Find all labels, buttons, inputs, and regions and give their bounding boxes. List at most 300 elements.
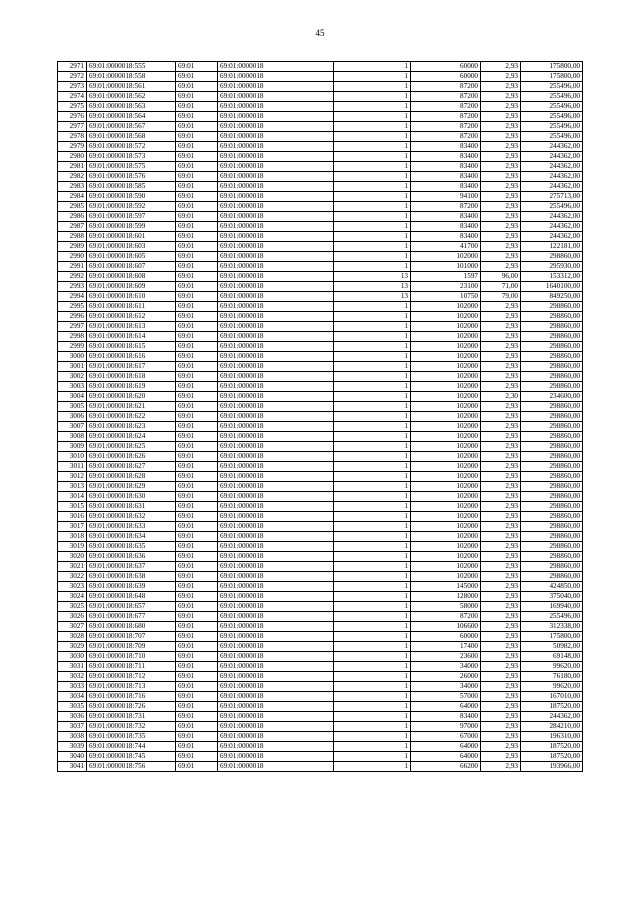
rate-cell: 2,93: [481, 762, 521, 772]
cadastral-value-cell: 298860,00: [521, 332, 583, 342]
district-code-cell: 69:01: [176, 592, 218, 602]
area-cell: 83400: [411, 162, 481, 172]
area-cell: 102000: [411, 442, 481, 452]
table-row: [58, 442, 583, 452]
quarter-code-cell: 69:01:0000018: [218, 162, 334, 172]
cadastral-value-cell: 298860,00: [521, 322, 583, 332]
quarter-code-cell: 69:01:0000018: [218, 502, 334, 512]
area-cell: 101000: [411, 262, 481, 272]
row-number-cell: 3000: [58, 352, 87, 362]
row-number-cell: 2993: [58, 282, 87, 292]
table-row: [58, 372, 583, 382]
cadastral-number-cell: 69:01:0000018:707: [87, 632, 176, 642]
quarter-code-cell: 69:01:0000018: [218, 242, 334, 252]
rate-cell: 2,93: [481, 162, 521, 172]
rate-cell: 2,93: [481, 632, 521, 642]
rate-cell: 2,93: [481, 102, 521, 112]
row-number-cell: 3006: [58, 412, 87, 422]
rate-cell: 2,93: [481, 242, 521, 252]
row-number-cell: 3035: [58, 702, 87, 712]
cadastral-value-cell: 284210,00: [521, 722, 583, 732]
count-cell: 1: [334, 712, 411, 722]
table-row: [58, 762, 583, 772]
cadastral-number-cell: 69:01:0000018:731: [87, 712, 176, 722]
area-cell: 23100: [411, 282, 481, 292]
count-cell: 1: [334, 462, 411, 472]
area-cell: 26000: [411, 672, 481, 682]
quarter-code-cell: 69:01:0000018: [218, 572, 334, 582]
quarter-code-cell: 69:01:0000018: [218, 382, 334, 392]
count-cell: 1: [334, 622, 411, 632]
quarter-code-cell: 69:01:0000018: [218, 412, 334, 422]
area-cell: 102000: [411, 572, 481, 582]
cadastral-number-cell: 69:01:0000018:726: [87, 702, 176, 712]
cadastral-value-cell: 69148,00: [521, 652, 583, 662]
table-row: [58, 582, 583, 592]
cadastral-value-cell: 298860,00: [521, 342, 583, 352]
count-cell: 1: [334, 82, 411, 92]
cadastral-value-cell: 153312,00: [521, 272, 583, 282]
table-row: [58, 592, 583, 602]
count-cell: 1: [334, 432, 411, 442]
row-number-cell: 2981: [58, 162, 87, 172]
area-cell: 83400: [411, 152, 481, 162]
count-cell: 1: [334, 122, 411, 132]
district-code-cell: 69:01: [176, 712, 218, 722]
table-row: [58, 602, 583, 612]
row-number-cell: 3034: [58, 692, 87, 702]
area-cell: 102000: [411, 432, 481, 442]
quarter-code-cell: 69:01:0000018: [218, 142, 334, 152]
row-number-cell: 3041: [58, 762, 87, 772]
cadastral-value-cell: 298860,00: [521, 472, 583, 482]
cadastral-number-cell: 69:01:0000018:621: [87, 402, 176, 412]
area-cell: 87200: [411, 612, 481, 622]
area-cell: 83400: [411, 232, 481, 242]
rate-cell: 2,93: [481, 422, 521, 432]
cadastral-number-cell: 69:01:0000018:567: [87, 122, 176, 132]
cadastral-number-cell: 69:01:0000018:612: [87, 312, 176, 322]
cadastral-value-cell: 298860,00: [521, 542, 583, 552]
quarter-code-cell: 69:01:0000018: [218, 192, 334, 202]
area-cell: 102000: [411, 342, 481, 352]
area-cell: 83400: [411, 142, 481, 152]
district-code-cell: 69:01: [176, 682, 218, 692]
district-code-cell: 69:01: [176, 302, 218, 312]
count-cell: 1: [334, 582, 411, 592]
cadastral-number-cell: 69:01:0000018:618: [87, 372, 176, 382]
row-number-cell: 2972: [58, 72, 87, 82]
table-row: [58, 302, 583, 312]
quarter-code-cell: 69:01:0000018: [218, 432, 334, 442]
cadastral-value-cell: 244362,00: [521, 162, 583, 172]
table-row: [58, 272, 583, 282]
table-row: [58, 382, 583, 392]
table-row: [58, 242, 583, 252]
area-cell: 83400: [411, 172, 481, 182]
row-number-cell: 2997: [58, 322, 87, 332]
table-row: [58, 122, 583, 132]
row-number-cell: 3031: [58, 662, 87, 672]
quarter-code-cell: 69:01:0000018: [218, 372, 334, 382]
rate-cell: 2,93: [481, 312, 521, 322]
area-cell: 83400: [411, 212, 481, 222]
district-code-cell: 69:01: [176, 512, 218, 522]
rate-cell: 2,93: [481, 72, 521, 82]
cadastral-number-cell: 69:01:0000018:617: [87, 362, 176, 372]
row-number-cell: 3022: [58, 572, 87, 582]
area-cell: 102000: [411, 332, 481, 342]
rate-cell: 2,93: [481, 252, 521, 262]
cadastral-number-cell: 69:01:0000018:627: [87, 462, 176, 472]
row-number-cell: 2975: [58, 102, 87, 112]
district-code-cell: 69:01: [176, 252, 218, 262]
quarter-code-cell: 69:01:0000018: [218, 322, 334, 332]
district-code-cell: 69:01: [176, 162, 218, 172]
cadastral-value-cell: 50982,00: [521, 642, 583, 652]
cadastral-value-cell: 255496,00: [521, 122, 583, 132]
district-code-cell: 69:01: [176, 662, 218, 672]
rate-cell: 2,93: [481, 712, 521, 722]
count-cell: 1: [334, 592, 411, 602]
row-number-cell: 3020: [58, 552, 87, 562]
table-row: [58, 712, 583, 722]
count-cell: 1: [334, 382, 411, 392]
table-row: [58, 532, 583, 542]
count-cell: 1: [334, 222, 411, 232]
row-number-cell: 3039: [58, 742, 87, 752]
district-code-cell: 69:01: [176, 112, 218, 122]
table-row: [58, 482, 583, 492]
district-code-cell: 69:01: [176, 562, 218, 572]
area-cell: 87200: [411, 202, 481, 212]
table-row: [58, 552, 583, 562]
district-code-cell: 69:01: [176, 702, 218, 712]
count-cell: 1: [334, 562, 411, 572]
table-row: [58, 292, 583, 302]
count-cell: 1: [334, 502, 411, 512]
quarter-code-cell: 69:01:0000018: [218, 292, 334, 302]
cadastral-number-cell: 69:01:0000018:712: [87, 672, 176, 682]
cadastral-number-cell: 69:01:0000018:632: [87, 512, 176, 522]
count-cell: 1: [334, 402, 411, 412]
cadastral-number-cell: 69:01:0000018:576: [87, 172, 176, 182]
district-code-cell: 69:01: [176, 222, 218, 232]
rate-cell: 2,93: [481, 532, 521, 542]
cadastral-value-cell: 298860,00: [521, 522, 583, 532]
district-code-cell: 69:01: [176, 652, 218, 662]
cadastral-number-cell: 69:01:0000018:590: [87, 192, 176, 202]
cadastral-number-cell: 69:01:0000018:623: [87, 422, 176, 432]
district-code-cell: 69:01: [176, 462, 218, 472]
count-cell: 13: [334, 272, 411, 282]
table-row: [58, 542, 583, 552]
area-cell: 102000: [411, 512, 481, 522]
rate-cell: 2,93: [481, 572, 521, 582]
quarter-code-cell: 69:01:0000018: [218, 752, 334, 762]
area-cell: 23600: [411, 652, 481, 662]
count-cell: 1: [334, 572, 411, 582]
district-code-cell: 69:01: [176, 612, 218, 622]
quarter-code-cell: 69:01:0000018: [218, 212, 334, 222]
quarter-code-cell: 69:01:0000018: [218, 642, 334, 652]
area-cell: 87200: [411, 132, 481, 142]
count-cell: 1: [334, 322, 411, 332]
area-cell: 67000: [411, 732, 481, 742]
quarter-code-cell: 69:01:0000018: [218, 172, 334, 182]
quarter-code-cell: 69:01:0000018: [218, 362, 334, 372]
quarter-code-cell: 69:01:0000018: [218, 462, 334, 472]
area-cell: 34000: [411, 662, 481, 672]
district-code-cell: 69:01: [176, 472, 218, 482]
count-cell: 1: [334, 612, 411, 622]
rate-cell: 2,93: [481, 682, 521, 692]
cadastral-value-cell: 298860,00: [521, 452, 583, 462]
area-cell: 58000: [411, 602, 481, 612]
table-row: [58, 152, 583, 162]
count-cell: 1: [334, 372, 411, 382]
cadastral-value-cell: 298860,00: [521, 482, 583, 492]
cadastral-number-cell: 69:01:0000018:562: [87, 92, 176, 102]
row-number-cell: 3015: [58, 502, 87, 512]
count-cell: 1: [334, 352, 411, 362]
cadastral-value-cell: 167010,00: [521, 692, 583, 702]
district-code-cell: 69:01: [176, 212, 218, 222]
table-row: [58, 632, 583, 642]
count-cell: 1: [334, 392, 411, 402]
quarter-code-cell: 69:01:0000018: [218, 632, 334, 642]
cadastral-number-cell: 69:01:0000018:626: [87, 452, 176, 462]
count-cell: 13: [334, 282, 411, 292]
table-row: [58, 672, 583, 682]
district-code-cell: 69:01: [176, 692, 218, 702]
row-number-cell: 2985: [58, 202, 87, 212]
row-number-cell: 3003: [58, 382, 87, 392]
area-cell: 102000: [411, 472, 481, 482]
row-number-cell: 3033: [58, 682, 87, 692]
area-cell: 102000: [411, 402, 481, 412]
area-cell: 102000: [411, 422, 481, 432]
count-cell: 1: [334, 202, 411, 212]
area-cell: 102000: [411, 392, 481, 402]
count-cell: 1: [334, 512, 411, 522]
row-number-cell: 3016: [58, 512, 87, 522]
cadastral-value-cell: 298860,00: [521, 412, 583, 422]
cadastral-value-cell: 298860,00: [521, 532, 583, 542]
row-number-cell: 3011: [58, 462, 87, 472]
quarter-code-cell: 69:01:0000018: [218, 102, 334, 112]
district-code-cell: 69:01: [176, 392, 218, 402]
quarter-code-cell: 69:01:0000018: [218, 602, 334, 612]
cadastral-number-cell: 69:01:0000018:680: [87, 622, 176, 632]
cadastral-value-cell: 175800,00: [521, 632, 583, 642]
cadastral-number-cell: 69:01:0000018:599: [87, 222, 176, 232]
area-cell: 102000: [411, 482, 481, 492]
district-code-cell: 69:01: [176, 62, 218, 72]
area-cell: 34000: [411, 682, 481, 692]
cadastral-number-cell: 69:01:0000018:735: [87, 732, 176, 742]
cadastral-number-cell: 69:01:0000018:610: [87, 292, 176, 302]
cadastral-value-cell: 255496,00: [521, 112, 583, 122]
row-number-cell: 3012: [58, 472, 87, 482]
cadastral-number-cell: 69:01:0000018:614: [87, 332, 176, 342]
count-cell: 1: [334, 62, 411, 72]
cadastral-number-cell: 69:01:0000018:555: [87, 62, 176, 72]
cadastral-value-cell: 298860,00: [521, 382, 583, 392]
quarter-code-cell: 69:01:0000018: [218, 202, 334, 212]
count-cell: 1: [334, 152, 411, 162]
cadastral-number-cell: 69:01:0000018:639: [87, 582, 176, 592]
table-row: [58, 132, 583, 142]
rate-cell: 2,93: [481, 492, 521, 502]
rate-cell: 2,93: [481, 482, 521, 492]
rate-cell: 2,93: [481, 702, 521, 712]
area-cell: 87200: [411, 102, 481, 112]
quarter-code-cell: 69:01:0000018: [218, 262, 334, 272]
cadastral-number-cell: 69:01:0000018:568: [87, 132, 176, 142]
count-cell: 1: [334, 662, 411, 672]
table-row: [58, 222, 583, 232]
area-cell: 1597: [411, 272, 481, 282]
cadastral-number-cell: 69:01:0000018:611: [87, 302, 176, 312]
quarter-code-cell: 69:01:0000018: [218, 622, 334, 632]
cadastral-number-cell: 69:01:0000018:561: [87, 82, 176, 92]
cadastral-number-cell: 69:01:0000018:744: [87, 742, 176, 752]
count-cell: 1: [334, 162, 411, 172]
rate-cell: 2,93: [481, 322, 521, 332]
quarter-code-cell: 69:01:0000018: [218, 332, 334, 342]
cadastral-number-cell: 69:01:0000018:745: [87, 752, 176, 762]
area-cell: 10750: [411, 292, 481, 302]
district-code-cell: 69:01: [176, 102, 218, 112]
count-cell: 1: [334, 102, 411, 112]
count-cell: 1: [334, 672, 411, 682]
registry-table-body: [58, 62, 583, 772]
quarter-code-cell: 69:01:0000018: [218, 92, 334, 102]
row-number-cell: 3028: [58, 632, 87, 642]
cadastral-value-cell: 255496,00: [521, 82, 583, 92]
district-code-cell: 69:01: [176, 502, 218, 512]
district-code-cell: 69:01: [176, 482, 218, 492]
row-number-cell: 2971: [58, 62, 87, 72]
rate-cell: 2,93: [481, 342, 521, 352]
cadastral-number-cell: 69:01:0000018:613: [87, 322, 176, 332]
cadastral-value-cell: 76180,00: [521, 672, 583, 682]
district-code-cell: 69:01: [176, 142, 218, 152]
row-number-cell: 2983: [58, 182, 87, 192]
count-cell: 1: [334, 232, 411, 242]
count-cell: 1: [334, 552, 411, 562]
cadastral-number-cell: 69:01:0000018:573: [87, 152, 176, 162]
quarter-code-cell: 69:01:0000018: [218, 122, 334, 132]
rate-cell: 2,93: [481, 92, 521, 102]
cadastral-value-cell: 187520,00: [521, 702, 583, 712]
row-number-cell: 3002: [58, 372, 87, 382]
count-cell: 1: [334, 422, 411, 432]
count-cell: 1: [334, 732, 411, 742]
row-number-cell: 2977: [58, 122, 87, 132]
area-cell: 60000: [411, 72, 481, 82]
district-code-cell: 69:01: [176, 552, 218, 562]
district-code-cell: 69:01: [176, 192, 218, 202]
row-number-cell: 2974: [58, 92, 87, 102]
cadastral-value-cell: 255496,00: [521, 92, 583, 102]
district-code-cell: 69:01: [176, 122, 218, 132]
rate-cell: 2,93: [481, 202, 521, 212]
district-code-cell: 69:01: [176, 602, 218, 612]
cadastral-value-cell: 298860,00: [521, 302, 583, 312]
district-code-cell: 69:01: [176, 542, 218, 552]
count-cell: 1: [334, 92, 411, 102]
quarter-code-cell: 69:01:0000018: [218, 222, 334, 232]
rate-cell: 2,93: [481, 192, 521, 202]
cadastral-number-cell: 69:01:0000018:628: [87, 472, 176, 482]
row-number-cell: 3007: [58, 422, 87, 432]
table-row: [58, 232, 583, 242]
district-code-cell: 69:01: [176, 182, 218, 192]
rate-cell: 2,93: [481, 212, 521, 222]
count-cell: 1: [334, 302, 411, 312]
district-code-cell: 69:01: [176, 272, 218, 282]
district-code-cell: 69:01: [176, 412, 218, 422]
rate-cell: 2,93: [481, 582, 521, 592]
cadastral-number-cell: 69:01:0000018:638: [87, 572, 176, 582]
area-cell: 102000: [411, 252, 481, 262]
quarter-code-cell: 69:01:0000018: [218, 612, 334, 622]
count-cell: 1: [334, 442, 411, 452]
table-row: [58, 512, 583, 522]
district-code-cell: 69:01: [176, 722, 218, 732]
cadastral-value-cell: 175800,00: [521, 72, 583, 82]
cadastral-number-cell: 69:01:0000018:601: [87, 232, 176, 242]
cadastral-number-cell: 69:01:0000018:620: [87, 392, 176, 402]
district-code-cell: 69:01: [176, 202, 218, 212]
rate-cell: 2,93: [481, 552, 521, 562]
table-row: [58, 452, 583, 462]
quarter-code-cell: 69:01:0000018: [218, 552, 334, 562]
rate-cell: 2,93: [481, 522, 521, 532]
cadastral-value-cell: 298860,00: [521, 312, 583, 322]
row-number-cell: 2980: [58, 152, 87, 162]
cadastral-number-cell: 69:01:0000018:603: [87, 242, 176, 252]
cadastral-value-cell: 255496,00: [521, 132, 583, 142]
rate-cell: 2,93: [481, 372, 521, 382]
rate-cell: 2,93: [481, 352, 521, 362]
rate-cell: 2,93: [481, 222, 521, 232]
area-cell: 102000: [411, 522, 481, 532]
area-cell: 94100: [411, 192, 481, 202]
quarter-code-cell: 69:01:0000018: [218, 82, 334, 92]
count-cell: 1: [334, 362, 411, 372]
cadastral-number-cell: 69:01:0000018:572: [87, 142, 176, 152]
area-cell: 102000: [411, 362, 481, 372]
row-number-cell: 2978: [58, 132, 87, 142]
cadastral-value-cell: 244362,00: [521, 152, 583, 162]
cadastral-number-cell: 69:01:0000018:631: [87, 502, 176, 512]
quarter-code-cell: 69:01:0000018: [218, 532, 334, 542]
count-cell: 1: [334, 182, 411, 192]
cadastral-number-cell: 69:01:0000018:564: [87, 112, 176, 122]
cadastral-value-cell: 298860,00: [521, 562, 583, 572]
quarter-code-cell: 69:01:0000018: [218, 702, 334, 712]
district-code-cell: 69:01: [176, 572, 218, 582]
count-cell: 1: [334, 722, 411, 732]
cadastral-number-cell: 69:01:0000018:732: [87, 722, 176, 732]
rate-cell: 2,30: [481, 392, 521, 402]
count-cell: 1: [334, 762, 411, 772]
cadastral-value-cell: 298860,00: [521, 362, 583, 372]
cadastral-value-cell: 298860,00: [521, 502, 583, 512]
